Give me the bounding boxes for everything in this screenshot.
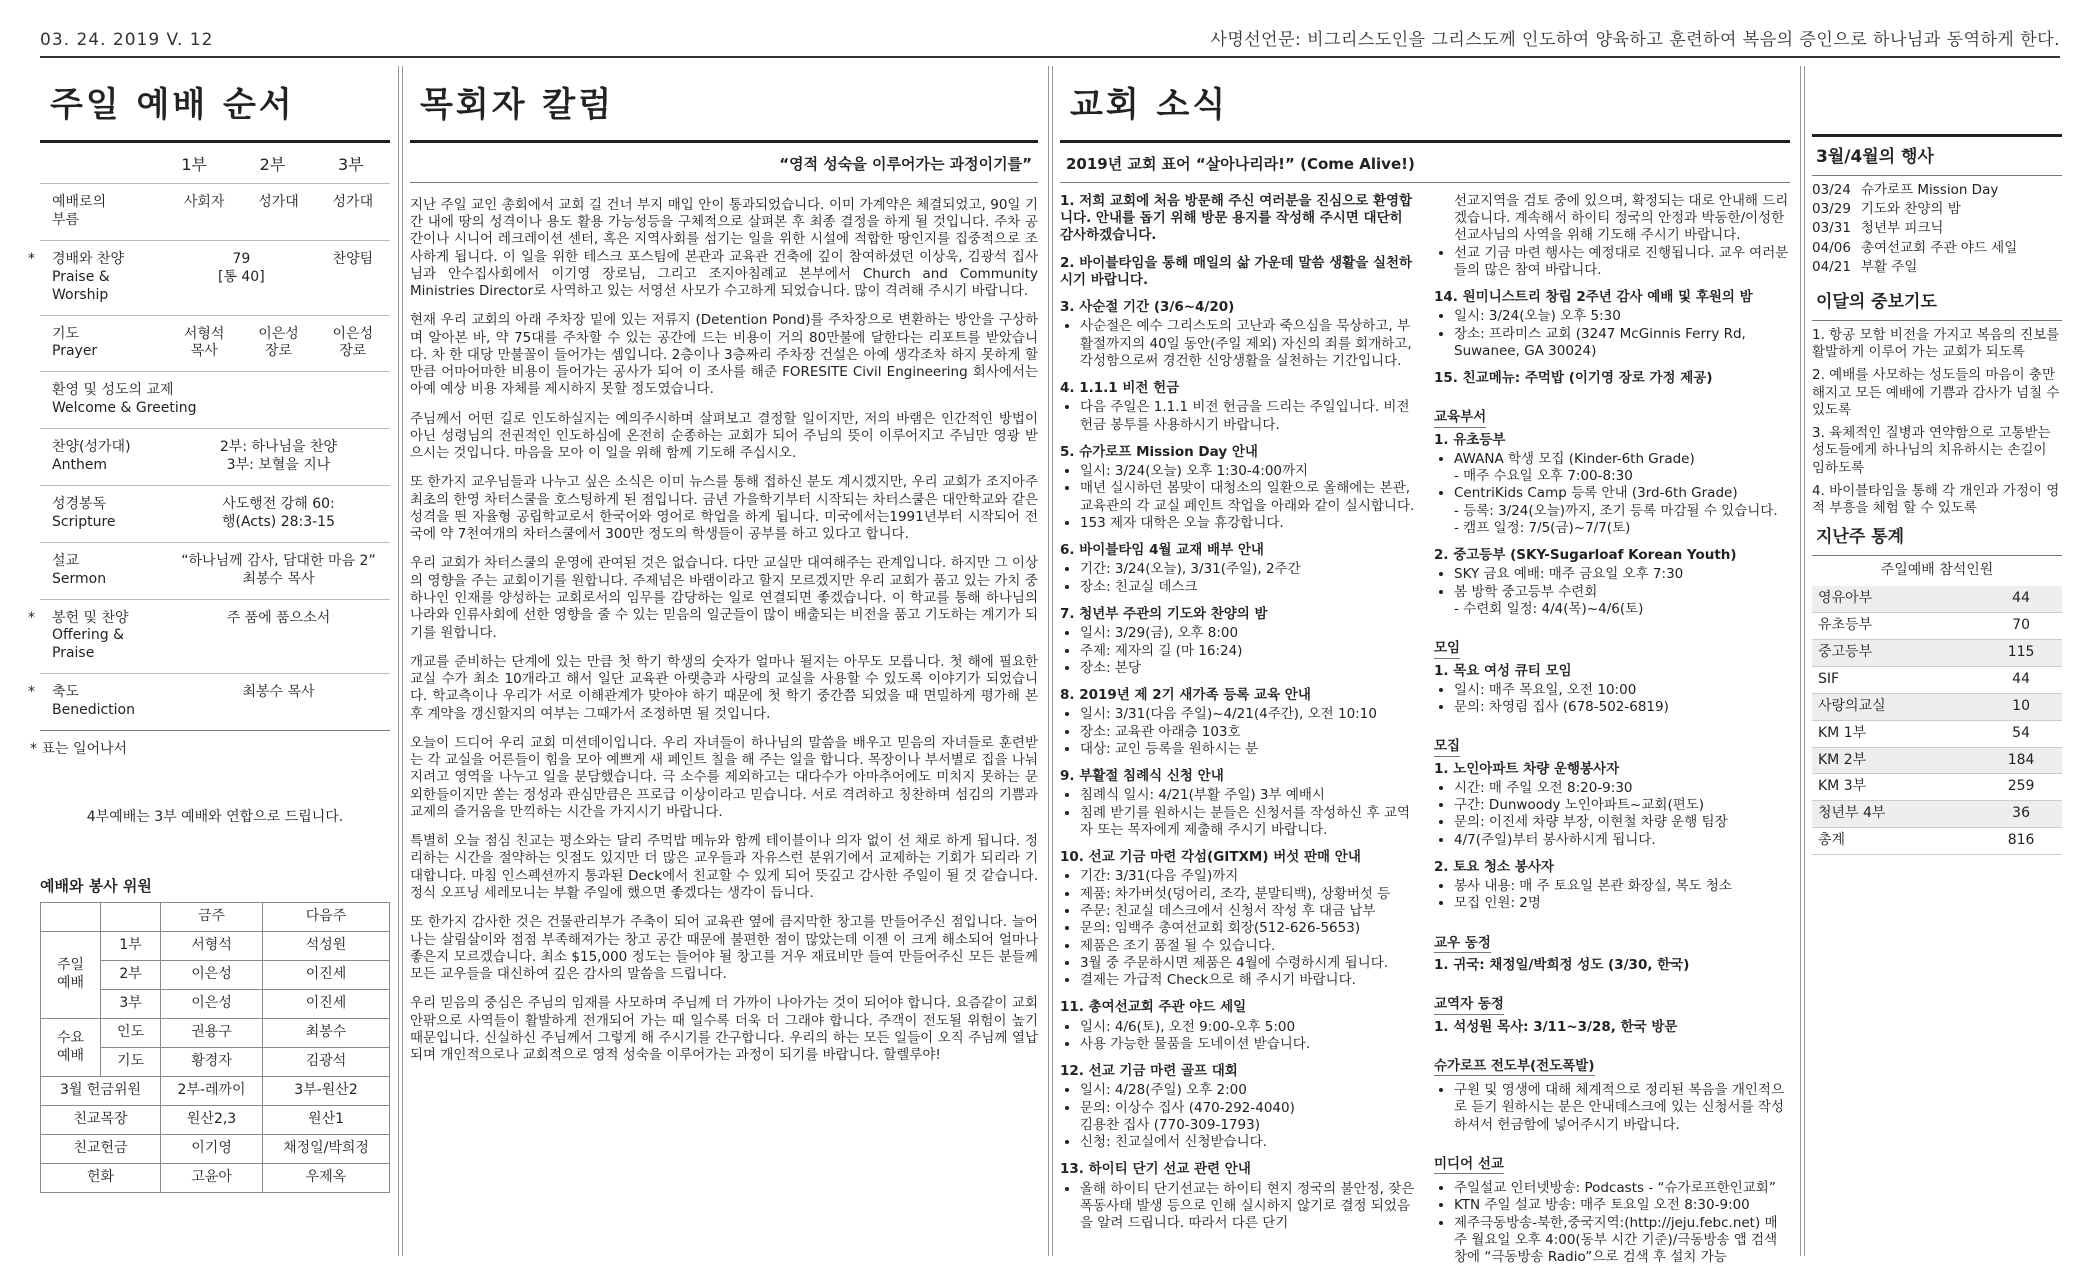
- news-item-detail: • 제품은 조기 품절 될 수 있습니다.: [1080, 938, 1416, 955]
- service-leader: 서형석 목사: [183, 325, 225, 360]
- servants-sub: 3부: [101, 990, 161, 1019]
- news-item-detail: • 일시: 3/24(오늘) 오후 5:30: [1454, 308, 1790, 325]
- news-item: [1060, 299, 1416, 370]
- column-divider: [1804, 66, 1805, 1256]
- department-title: 슈가로프 전도부(전도폭발): [1434, 1058, 1595, 1076]
- news-item-title: 2. 바이블타임을 통해 매일의 삶 가운데 말씀 생활을 실천하시기 바랍니다.: [1060, 254, 1413, 288]
- news-item-detail: • 시간: 매 주일 오전 8:20-9:30: [1454, 780, 1790, 797]
- department-title: 교우 동정: [1434, 935, 1491, 953]
- servants-group: 수요 예배: [41, 1019, 101, 1077]
- news-item-detail: • SKY 금요 예배: 매주 금요일 오후 7:30: [1454, 566, 1790, 583]
- column-paragraph: 개교를 준비하는 단계에 있는 만큼 첫 학기 학생의 숫자가 얼마나 될지는 아무도 모릅니다. 첫 해에 필요한 교실 수가 최소 10개라고 해서 일단 교육관 아랫층과 사랑의 교실을 사용할 수 있도록 이야기가 되었습니다. 학교측이나 우리가 서로 이해관계가 맞아야 하기 때문에 첫 학기 중간쯤 되었을 때 면밀하게 평가해 본 후 계약을 갱신할지의 여부는 그때가서 조정하면 될 것입니다.: [410, 653, 1038, 722]
- news-item: [1060, 193, 1416, 245]
- department-title: 모집: [1434, 738, 1460, 756]
- news-item: [1434, 859, 1790, 913]
- news-list-right: [1434, 193, 1790, 1276]
- news-item-title: 12. 선교 기금 마련 골프 대회: [1060, 1063, 1238, 1080]
- stats-count: 184: [1980, 747, 2062, 774]
- prayer-item: 4. 바이블타임을 통해 각 개인과 가정이 영적 부흥을 체험 할 수 있도록: [1812, 482, 2060, 517]
- servants-sub: 2부: [101, 961, 161, 990]
- news-item: [1434, 547, 1790, 618]
- news-item-title: 1. 목요 여성 큐티 모임: [1434, 662, 1572, 679]
- worship-order-label: 봉헌 및 찬양 Offering & Praise: [52, 609, 129, 662]
- stats-count: 816: [1980, 828, 2062, 855]
- column-divider: [1052, 66, 1053, 1256]
- service-header: [40, 143, 390, 183]
- news-item-detail: • 장소: 교육관 아래층 103호: [1080, 724, 1416, 741]
- worship-order-value: “하나님께 감사, 담대한 마음 2” 최봉수 목사: [181, 552, 376, 587]
- news-item-detail: • 사용 가능한 물품을 도네이션 받습니다.: [1080, 1036, 1416, 1053]
- news-item-detail: • 모집 인원: 2명: [1454, 895, 1790, 912]
- prayer-title: 이달의 중보기도: [1816, 292, 1937, 313]
- worship-order-label: 설교 Sermon: [52, 552, 107, 587]
- news-item-detail: • 봄 방학 중고등부 수련회 - 수련회 일정: 4/4(목)~4/6(토): [1454, 584, 1790, 619]
- news-item: [1060, 255, 1416, 290]
- news-item-detail: • CentriKids Camp 등록 안내 (3rd-6th Grade) - 등록: 3/24(오늘)까지, 조기 등록 마감될 수 있습니다. - 캠프 일정: 7/5(금)~7/7(토): [1454, 485, 1790, 537]
- news-item-detail: • 제품: 차가버섯(덩어리, 조각, 분말티백), 상황버섯 등: [1080, 886, 1416, 903]
- service-leader: 이은성 장로: [258, 325, 299, 360]
- stats-group: SIF: [1812, 666, 1980, 693]
- servants-header: 금주: [161, 903, 263, 932]
- stats-title: 지난주 통계: [1816, 527, 1905, 548]
- stats-group: KM 2부: [1812, 747, 1980, 774]
- news-item: [1060, 444, 1416, 532]
- news-item: [1434, 1180, 1790, 1266]
- event-item: [1812, 259, 2062, 276]
- news-item: [1060, 768, 1416, 839]
- stats-count: 10: [1980, 693, 2062, 720]
- news-item-detail: • 일시: 3/31(다음 주일)~4/21(4주간), 오전 10:10: [1080, 706, 1416, 723]
- department-title: 미디어 선교: [1434, 1156, 1504, 1174]
- news-item: [1434, 663, 1790, 717]
- servants-header: [41, 903, 101, 932]
- news-item-detail: • 일시: 매주 목요일, 오전 10:00: [1454, 682, 1790, 699]
- standing-marker: *: [28, 684, 35, 701]
- news-item-detail: • 결제는 가급적 Check으로 해 주시기 바랍니다.: [1080, 972, 1416, 989]
- service-leader: 이은성 장로: [332, 325, 374, 360]
- news-item-detail: • 기간: 3/24(오늘), 3/31(주일), 2주간: [1080, 561, 1416, 578]
- news-item-detail: • 장소: 본당: [1080, 660, 1416, 677]
- events-list: [1812, 176, 2062, 282]
- news-item-detail: • 문의: 이상수 집사 (470-292-4040) 김용찬 집사 (770-309-1793): [1080, 1100, 1416, 1135]
- church-motto: 2019년 교회 표어 “살아나리라!” (Come Alive!): [1066, 154, 1415, 173]
- event-name: 청년부 피크닉: [1860, 220, 1944, 237]
- news-item-title: 9. 부활절 침례식 신청 안내: [1060, 768, 1224, 785]
- servants-next-week: 3부-원산2: [263, 1077, 390, 1106]
- worship-order-label: 경배와 찬양 Praise & Worship: [52, 250, 125, 303]
- column-paragraph: 또 한가지 교우님들과 나누고 싶은 소식은 이미 뉴스를 통해 접하신 분도 계시겠지만, 우리 교회가 조지아주 최초의 한영 차터스쿨을 호스팅하게 된 점입니다. 금년 가을학기부터 시작되는 차터스쿨은 대안학교와 같은 성격을 띈 자율형 공립학교로서 한국어와 영어로 학업을 하게 됩니다. 미국에서는1991년부터 시작되어 전국에 약 7천여개의 차터스쿨에서 300만 정도의 학생들이 공부를 하고 있다고 합니다.: [410, 474, 1038, 543]
- event-item: [1812, 182, 2062, 199]
- event-item: [1812, 201, 2062, 218]
- header-divider: [40, 56, 2060, 58]
- worship-order-list: [28, 183, 390, 730]
- news-item-title: 4. 1.1.1 비전 헌금: [1060, 380, 1180, 397]
- pastor-column-subtitle: “영적 성숙을 이루어가는 과정이기를”: [779, 154, 1032, 173]
- worship-order-label: 기도 Prayer: [52, 325, 98, 360]
- news-item: [1434, 289, 1790, 360]
- stats-group: 영유아부: [1812, 586, 1980, 612]
- news-item: [1060, 1063, 1416, 1151]
- prayer-list: [1812, 327, 2062, 518]
- stats-group: 청년부 4부: [1812, 801, 1980, 828]
- news-item: [1434, 1082, 1790, 1134]
- news-item-detail: • 기간: 3/31(다음 주일)까지: [1080, 868, 1416, 885]
- stats-group: 유초등부: [1812, 613, 1980, 640]
- news-item: [1060, 380, 1416, 434]
- servants-header: [101, 903, 161, 932]
- stats-count: 54: [1980, 720, 2062, 747]
- stats-count: 44: [1980, 586, 2062, 612]
- event-date: 03/31: [1812, 220, 1851, 237]
- standing-note: * 표는 일어나서: [30, 741, 128, 758]
- news-item-title: 3. 사순절 기간 (3/6~4/20): [1060, 299, 1235, 316]
- servants-role: 친교목장: [41, 1106, 161, 1135]
- servants-this-week: 원산2,3: [161, 1106, 263, 1135]
- news-item: [1434, 761, 1790, 849]
- event-date: 03/29: [1812, 201, 1851, 218]
- event-item: [1812, 220, 2062, 237]
- department-title: 모임: [1434, 640, 1460, 658]
- news-item-detail: • 사순절은 예수 그리스도의 고난과 죽으심을 묵상하고, 부활절까지의 40일 동안(주일 제외) 자신의 죄를 회개하고, 각성함으로써 경건한 신앙생활을 실천하는 기간입니다.: [1080, 318, 1416, 370]
- worship-order-row: [40, 542, 390, 599]
- news-item-detail: • 153 제자 대학은 오늘 휴강합니다.: [1080, 515, 1416, 532]
- news-item-detail: • 주일설교 인터넷방송: Podcasts - “슈가로프한인교회”: [1454, 1180, 1790, 1197]
- news-item-detail: • 구원 및 영생에 대해 체계적으로 정리된 복음을 개인적으로 듣기 원하시는 분은 안내데스크에 있는 신청서를 작성하셔서 헌금함에 넣어주시기 바랍니다.: [1454, 1082, 1790, 1134]
- news-item-title: 1. 유초등부: [1434, 431, 1506, 448]
- worship-order-value: 최봉수 목사: [242, 684, 315, 701]
- servants-next-week: 채정일/박희정: [263, 1135, 390, 1164]
- worship-order-value: 사도행전 강해 60: 행(Acts) 28:3-15: [221, 495, 335, 530]
- mission-statement: 사명선언문: 비그리스도인을 그리스도께 인도하여 양육하고 훈련하여 복음의 증인으로 하나님과 동역하게 한다.: [1210, 30, 2060, 51]
- stats-group: KM 3부: [1812, 774, 1980, 801]
- news-item-detail: • 대상: 교인 등록을 원하시는 분: [1080, 741, 1416, 758]
- prayer-item: 1. 항공 모함 비전을 가지고 복음의 진보를 활발하게 이루어 가는 교회가 되도록: [1812, 326, 2060, 361]
- events-title: 3월/4월의 행사: [1816, 147, 1934, 167]
- pastor-column: [410, 66, 1038, 1256]
- stats-count: 259: [1980, 774, 2062, 801]
- news-item-detail: • 문의: 임백주 총여선교회 회장(512-626-5653): [1080, 920, 1416, 937]
- stats-group: 사랑의교실: [1812, 693, 1980, 720]
- servants-this-week: 이기영: [161, 1135, 263, 1164]
- column-paragraph: 지난 주일 교인 총회에서 교회 길 건너 부지 매입 안이 통과되었습니다. 이미 가계약은 체결되었고, 90일 기간 내에 땅의 성격이나 용도 활용 가능성등을 구체적으로 살펴본 후 최종 결정을 하게 될 것입니다. 주차 공간이나 시니어 레크레이션 센터, 혹은 지역사회를 섬기는 일을 위한 시설에 적합한 땅인지를 집중적으로 조사하게 됩니다. 이 일을 위한 테스크 포스팀에 본관과 교육관 건축에 깊이 참여하셨던 이상욱, 김광석 집사님과 안수집사회에서 이기영 장로님, 그리고 조지아침례교 본부에서 Church and Community Ministries Director로 사역하고 있는 서영선 사모가 수고하게 되었습니다. 많이 격려해 주시기 바랍니다.: [410, 196, 1038, 300]
- column-paragraph: 오늘이 드디어 우리 교회 미션데이입니다. 우리 자녀들이 하나님의 말씀을 배우고 믿음의 자녀들로 훈련받는 각 교실을 어른들이 힘을 모아 예쁘게 새 페인트 칠을 해 주는 일을 합니다. 목장이나 부서별로 집을 나눠지려고 영역을 나누고 일을 분담했습니다. 극 소수를 제외하고는 대다수가 아마추어에도 미치지 못하는 문외한들이지만 쏟는 정성과 관심만큼은 프로급 이상이라고 믿습니다. 서로 격려하고 칭찬하며 섬김의 기쁨과 교제의 즐거움을 만끽하는 시간을 가지시기 바랍니다.: [410, 734, 1038, 820]
- worship-order-label: 예배로의 부름: [52, 193, 107, 228]
- worship-order-row: [40, 371, 390, 428]
- stats-subtitle: 주일예배 참석인원: [1880, 562, 1994, 579]
- service-leader: 성가대: [258, 193, 299, 210]
- news-item-title: 11. 총여선교회 주관 야드 세일: [1060, 999, 1247, 1016]
- servants-next-week: 석성원: [263, 932, 390, 961]
- news-item-title: 7. 청년부 주관의 기도와 찬양의 밤: [1060, 606, 1268, 623]
- news-item-detail: • 장소: 친교실 데스크: [1080, 579, 1416, 596]
- news-item-detail: • 3월 중 주문하시면 제품은 4월에 수령하시게 됩니다.: [1080, 955, 1416, 972]
- servants-sub: 인도: [101, 1019, 161, 1048]
- servants-next-week: 이진세: [263, 990, 390, 1019]
- servants-this-week: 이은성: [161, 990, 263, 1019]
- servants-next-week: 김광석: [263, 1048, 390, 1077]
- stats-count: 115: [1980, 639, 2062, 666]
- department-title: 교역자 동정: [1434, 996, 1504, 1014]
- news-item-detail: • 신청: 친교실에서 신청받습니다.: [1080, 1134, 1416, 1151]
- worship-order-row: [40, 428, 390, 485]
- stats-group: 중고등부: [1812, 639, 1980, 666]
- news-item-detail: • 매년 실시하던 봄맞이 대청소의 일환으로 올해에는 본관, 교육관의 각 교실 페인트 작업을 아래와 같이 실시합니다.: [1080, 480, 1416, 515]
- news-item-detail: • 올해 하이티 단기선교는 하이티 현지 정국의 불안정, 잦은 폭동사태 발생 등으로 인해 실시하지 않기로 결정 되었음을 알려 드립니다. 따라서 다른 단기: [1080, 1181, 1416, 1233]
- worship-order-title: 주일 예배 순서: [50, 85, 295, 125]
- sidebar-column: [1812, 66, 2062, 1256]
- news-item: [1060, 849, 1416, 989]
- column-divider: [402, 66, 403, 1256]
- church-news-column: [1060, 66, 1790, 1266]
- worship-order-row: [28, 240, 390, 315]
- worship-team: 찬양팀: [332, 250, 374, 267]
- servants-this-week: 서형석: [161, 932, 263, 961]
- news-item-title: 15. 친교메뉴: 주먹밥 (이기영 장로 가정 제공): [1434, 370, 1713, 387]
- event-name: 슈가로프 Mission Day: [1860, 181, 1999, 198]
- news-item: [1434, 432, 1790, 538]
- news-item-detail: • 침례식 일시: 4/21(부활 주일) 3부 예배시: [1080, 787, 1416, 804]
- news-item-title: 5. 슈가로프 Mission Day 안내: [1060, 443, 1258, 460]
- news-item-detail: • 침례 받기를 원하시는 분들은 신청서를 작성하신 후 교역자 또는 목자에게 제출해 주시기 바랍니다.: [1080, 805, 1416, 840]
- worship-order-label: 축도 Benediction: [52, 684, 135, 719]
- prayer-item: 3. 육체적인 질병과 연약함으로 고통받는 성도들에게 하나님의 치유하시는 손길이 임하도록: [1812, 425, 2051, 476]
- news-item-detail: • 주문: 친교실 데스크에서 신청서 작성 후 대금 납부: [1080, 903, 1416, 920]
- news-item-detail: • 장소: 프라미스 교회 (3247 McGinnis Ferry Rd, Suwanee, GA 30024): [1454, 326, 1790, 361]
- news-item-detail: • 주제: 제자의 길 (마 16:24): [1080, 643, 1416, 660]
- news-item: [1434, 1019, 1790, 1036]
- news-item-detail: • 문의: 차영림 집사 (678-502-6819): [1454, 699, 1790, 716]
- news-item-title: 2. 중고등부 (SKY-Sugarloaf Korean Youth): [1434, 547, 1737, 564]
- servants-sub: 기도: [101, 1048, 161, 1077]
- servants-this-week: 황경자: [161, 1048, 263, 1077]
- servants-next-week: 원산1: [263, 1106, 390, 1135]
- news-item: [1434, 957, 1790, 974]
- worship-order-label: 환영 및 성도의 교제 Welcome & Greeting: [52, 382, 197, 417]
- servants-this-week: 권용구: [161, 1019, 263, 1048]
- column-paragraph: 우리 믿음의 중심은 주님의 임재를 사모하며 주님께 더 가까이 나아가는 것이 되어야 합니다. 요즘같이 교회 안팎으로 사역들이 활발하게 전개되어 가는 때 일수록 더욱 더 그래야 합니다. 주객이 전도될 위험이 높기 때문입니다. 신실하신 주님께서 그렇게 해 주시기를 간구합니다. 우리의 하는 모든 일들이 오직 주님께 열납되며 개인적으로나 교회적으로 영적 성숙을 이루어가는 과정이 되기를 바랍니다. 할렐루야!: [410, 995, 1038, 1064]
- worship-order-label: 성경봉독 Scripture: [52, 495, 116, 530]
- news-item-detail: • KTN 주일 설교 방송: 매주 토요일 오전 8:30-9:00: [1454, 1197, 1790, 1214]
- column-divider: [398, 66, 399, 1256]
- service-1: 1부: [181, 154, 207, 174]
- event-date: 04/21: [1812, 258, 1851, 275]
- stats-group: 총계: [1812, 828, 1980, 855]
- stats-table: [1812, 586, 2062, 855]
- news-item-title: 1. 노인아파트 차량 운행봉사자: [1434, 760, 1620, 777]
- page-header: [40, 22, 2060, 52]
- pastor-column-title: 목회자 칼럼: [420, 85, 615, 125]
- event-name: 총여선교회 주관 야드 세일: [1860, 239, 2018, 256]
- news-item-title: 6. 바이블타임 4월 교재 배부 안내: [1060, 542, 1264, 559]
- news-item-detail: • AWANA 학생 모집 (Kinder-6th Grade) - 매주 수요일 오후 7:00-8:30: [1454, 451, 1790, 486]
- service-leader: 성가대: [332, 193, 374, 210]
- news-item: [1060, 606, 1416, 677]
- church-news-title: 교회 소식: [1070, 85, 1229, 125]
- news-item-title: 10. 선교 기금 마련 각섬(GITXM) 버섯 판매 안내: [1060, 849, 1361, 866]
- servants-next-week: 우제옥: [263, 1164, 390, 1193]
- news-item-detail: • 제주극동방송-북한,중국지역:(http://jeju.febc.net) 매주 월요일 오후 4:00(동부 시간 기준)/극동방송 앱 검색창에 “극동방송 Radio”으로 검색 후 설치 가능: [1454, 1215, 1790, 1267]
- pastor-column-body: [410, 197, 1038, 1065]
- news-item: [1060, 687, 1416, 758]
- news-item: [1060, 1161, 1416, 1232]
- servants-this-week: 고윤아: [161, 1164, 263, 1193]
- stats-count: 70: [1980, 613, 2062, 640]
- column-divider: [1048, 66, 1049, 1256]
- event-name: 부활 주일: [1860, 258, 1918, 275]
- stats-count: 36: [1980, 801, 2062, 828]
- stats-group: KM 1부: [1812, 720, 1980, 747]
- news-continued: 선교지역을 검토 중에 있으며, 확정되는 대로 안내해 드리겠습니다. 계속해서 하이티 정국의 안정과 박동한/이성한 선교사님의 사역을 위해 기도해 주시기 바랍니다.: [1454, 192, 1789, 244]
- department-title: 교육부서: [1434, 409, 1486, 427]
- servants-this-week: 이은성: [161, 961, 263, 990]
- news-item-title: 1. 저희 교회에 처음 방문해 주신 여러분을 진심으로 환영합니다. 안내를 돕기 위해 방문 용지를 작성해 주시면 대단히 감사하겠습니다.: [1060, 192, 1413, 244]
- service-leader: 사회자: [183, 193, 225, 210]
- news-item-title: 1. 귀국: 채정일/박희정 성도 (3/30, 한국): [1434, 957, 1690, 973]
- date-volume: 03. 24. 2019 V. 12: [40, 30, 214, 51]
- column-paragraph: 우리 교회가 차터스쿨의 운영에 관여된 것은 없습니다. 다만 교실만 대여해주는 관계입니다. 하지만 그 이상의 영향을 주는 교회이기를 원합니다. 주제넘은 바램이라고 할지 모르겠지만 우리 교회가 품고 있는 가치 중 하나인 인재를 양성하는 교회로서의 임무를 감당하는 일로 연결되면 좋겠습니다. 이 학교를 통해 하나님의 나라와 인류사회에 선한 영향을 줄 수 있는 믿음의 일군들이 많이 배출되는 비전을 품고 기도하는 계기가 되기를 원합니다.: [410, 555, 1038, 641]
- servants-sub: 1부: [101, 932, 161, 961]
- worship-order-row: [28, 599, 390, 674]
- service-3: 3부: [338, 154, 364, 174]
- servants-next-week: 이진세: [263, 961, 390, 990]
- column-paragraph: 특별히 오늘 점심 친교는 평소와는 달리 주먹밥 메뉴와 함께 테이블이나 의자 없이 선 채로 하게 됩니다. 정리하는 시간을 절약하는 잇점도 있지만 더 많은 교우들과 자유스런 분위기에서 교제하는 기회가 되리라 기대합니다. 마침 인스펙션까지 통과된 Deck에서 친교할 수 있게 되어 뜻깊고 감사한 주일이 될 것 같습니다. 정식 오프닝 세레모니는 부활 주일에 했으면 좋겠다는 생각이 듭니다.: [410, 833, 1038, 901]
- news-item: [1060, 999, 1416, 1053]
- servants-group: 주일 예배: [41, 932, 101, 1019]
- worship-order-value: 주 품에 품으소서: [226, 609, 331, 626]
- servants-header: 다음주: [263, 903, 390, 932]
- column-paragraph: 주님께서 어떤 길로 인도하실지는 예의주시하며 살펴보고 결정할 일이지만, 저의 바램은 인간적인 방법이 아닌 성령님의 전권적인 인도하심에 온전히 순종하는 교회가 되어 주님의 뜻이 이루어지고 주님만 영광 받으시는 것입니다. 마음을 모아 이 일을 위해 함께 기도해 주십시오.: [410, 410, 1038, 462]
- news-item-title: 1. 석성원 목사: 3/11~3/28, 한국 방문: [1434, 1018, 1678, 1035]
- event-item: [1812, 240, 2062, 257]
- news-item-detail: • 4/7(주일)부터 봉사하시게 됩니다.: [1454, 832, 1790, 849]
- event-date: 04/06: [1812, 239, 1851, 256]
- worship-order-row: [40, 183, 390, 240]
- combined-service-note: 4부예배는 3부 예배와 연합으로 드립니다.: [86, 809, 344, 826]
- stats-count: 44: [1980, 666, 2062, 693]
- news-item-title: 2. 토요 청소 봉사자: [1434, 858, 1554, 875]
- news-item-detail: • 일시: 4/28(주일) 오후 2:00: [1080, 1082, 1416, 1099]
- servants-this-week: 2부-레까이: [161, 1077, 263, 1106]
- column-paragraph: 또 한가지 감사한 것은 건물관리부가 주축이 되어 교육관 옆에 큼지막한 창고를 만들어주신 점입니다. 늘어나는 살림살이와 점점 부족해져가는 창고 공간 때문에 불편한 점이 많았는데 이젠 이 크게 해소되어 얼마나 좋은지 모르겠습니다. 최소 $15,000 정도는 들어야 될 창고를 거우 재료비만 들여 만들어주신 모든 분들께 모든 교우들을 대신하여 깊은 감사의 말씀을 드립니다.: [410, 914, 1038, 983]
- servants-table: [40, 902, 390, 1193]
- servants-role: 헌화: [41, 1164, 161, 1193]
- news-item-detail: • 일시: 3/24(오늘) 오후 1:30-4:00까지: [1080, 463, 1416, 480]
- standing-marker: *: [28, 250, 35, 267]
- news-item-detail: • 다음 주일은 1.1.1 비전 헌금을 드리는 주일입니다. 비전 헌금 봉투를 사용하시기 바랍니다.: [1080, 399, 1416, 434]
- news-item-detail: • 일시: 3/29(금), 오후 8:00: [1080, 625, 1416, 642]
- news-continued: • 선교 기금 마련 행사는 예정대로 진행됩니다. 교우 여러분들의 많은 참여 바랍니다.: [1454, 245, 1790, 280]
- servants-title: 예배와 봉사 위원: [40, 876, 152, 895]
- worship-order-column: [28, 66, 390, 1256]
- worship-order-label: 찬양(성가대) Anthem: [52, 439, 131, 474]
- news-item-detail: • 봉사 내용: 매 주 토요일 본관 화장실, 복도 청소: [1454, 878, 1790, 895]
- news-item: [1060, 542, 1416, 596]
- prayer-item: 2. 예배를 사모하는 성도들의 마음이 충만해지고 모든 예배에 기쁨과 감사가 넘칠 수 있도록: [1812, 367, 2060, 418]
- column-divider: [1800, 66, 1801, 1256]
- news-item-title: 8. 2019년 제 2기 새가족 등록 교육 안내: [1060, 687, 1311, 704]
- worship-order-row: [40, 315, 390, 372]
- worship-order-row: [28, 673, 390, 730]
- servants-role: 3월 헌금위원: [41, 1077, 161, 1106]
- news-item-title: 13. 하이티 단기 선교 관련 안내: [1060, 1161, 1251, 1178]
- servants-role: 친교헌금: [41, 1135, 161, 1164]
- news-item-detail: • 일시: 4/6(토), 오전 9:00-오후 5:00: [1080, 1019, 1416, 1036]
- worship-order-value: 2부: 하나님을 찬양 3부: 보혈을 지나: [219, 439, 338, 474]
- news-item-title: 14. 원미니스트리 창립 2주년 감사 예배 및 후원의 밤: [1434, 289, 1753, 306]
- news-list-left: [1060, 193, 1416, 1276]
- event-name: 기도와 찬양의 밤: [1860, 201, 1961, 218]
- servants-next-week: 최봉수: [263, 1019, 390, 1048]
- service-2: 2부: [259, 154, 286, 174]
- news-item-detail: • 구간: Dunwoody 노인아파트~교회(편도): [1454, 797, 1790, 814]
- hymn-number: 79 [통 40]: [217, 250, 265, 285]
- standing-marker: *: [28, 609, 35, 626]
- news-item: [1434, 370, 1790, 387]
- event-date: 03/24: [1812, 181, 1851, 198]
- worship-order-row: [40, 485, 390, 542]
- news-item-detail: • 문의: 이진세 차량 부장, 이현철 차량 운행 팀장: [1454, 814, 1790, 831]
- column-paragraph: 현재 우리 교회의 아래 주차장 밑에 있는 저류지 (Detention Pond)를 주차장으로 변환하는 방안을 구상하며 알아본 바, 약 75대를 주차할 수 있는 공간에 드는 비용이 거의 80만불에 달한다는 리포트를 받았습니다. 차 한 대당 만불꼴이 들어가는 셈입니다. 2층이나 3층짜리 주차장 건설은 아예 생각조차 하지 못하게 할만큼 어마어마한 비용이 들어가는 공사가 되어 이 조사를 해준 FORESITE Civil Engineering 회사에서는 아예 예상 비용 자체를 제시하지 못할 정도였습니다.: [410, 312, 1038, 398]
